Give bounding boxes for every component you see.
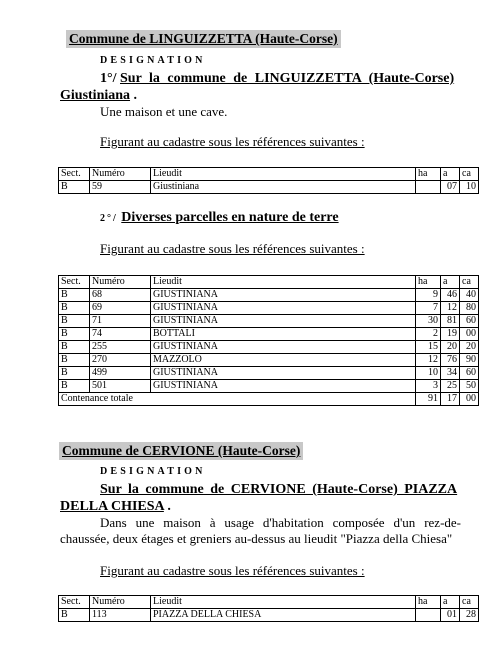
cell-numero: 59: [90, 181, 151, 194]
header-numero: Numéro: [90, 276, 151, 289]
cell-sect: B: [59, 367, 90, 380]
cell-lieudit: GIUSTINIANA: [151, 315, 416, 328]
cell-sect: B: [59, 181, 90, 194]
property-description: Une maison et une cave.: [100, 104, 228, 119]
header-ca: ca: [460, 276, 479, 289]
cell-numero: 499: [90, 367, 151, 380]
total-row: [59, 393, 479, 406]
cell-numero: 113: [90, 609, 151, 622]
cell-ca: 10: [460, 181, 479, 194]
cell-ha: 3: [416, 380, 441, 393]
cell-a: 34: [441, 367, 460, 380]
header-numero: Numéro: [90, 596, 151, 609]
table-row: [59, 302, 479, 315]
cell-sect: B: [59, 341, 90, 354]
cell-numero: 501: [90, 380, 151, 393]
cell-lieudit: GIUSTINIANA: [151, 367, 416, 380]
cell-numero: 71: [90, 315, 151, 328]
cell-a: 46: [441, 289, 460, 302]
commune-heading-linguizzetta: Commune de LINGUIZZETTA (Haute-Corse): [66, 30, 341, 48]
lieudit-name: DELLA CHIESA: [60, 499, 164, 514]
header-a: a: [441, 168, 460, 181]
cell-ca: 28: [460, 609, 479, 622]
cell-a: 20: [441, 341, 460, 354]
total-label: Contenance totale: [59, 393, 416, 406]
table-header-row: [59, 596, 479, 609]
table-row: [59, 354, 479, 367]
subsection-1-title-text: Sur la commune de LINGUIZZETTA (Haute-Corse): [120, 71, 455, 86]
total-a: 17: [441, 393, 460, 406]
cell-sect: B: [59, 289, 90, 302]
cell-ca: 50: [460, 380, 479, 393]
cell-sect: B: [59, 328, 90, 341]
header-a: a: [441, 596, 460, 609]
header-sect: Sect.: [59, 596, 90, 609]
cell-ca: 60: [460, 315, 479, 328]
cell-ha: [416, 609, 441, 622]
table-header-row: [59, 168, 479, 181]
cell-lieudit: BOTTALI: [151, 328, 416, 341]
cell-ha: 9: [416, 289, 441, 302]
cell-numero: 68: [90, 289, 151, 302]
title-period: .: [167, 499, 171, 514]
property-description: Dans une maison à usage d'habitation composée d'un rez-de-chaussée, deux étages et greniers au-dessus au lieudit "Piazza della Chiesa": [60, 515, 461, 546]
total-ca: 00: [460, 393, 479, 406]
cell-sect: B: [59, 315, 90, 328]
cell-sect: B: [59, 354, 90, 367]
cell-lieudit: GIUSTINIANA: [151, 380, 416, 393]
cell-ha: 15: [416, 341, 441, 354]
commune-heading-cervione: Commune de CERVIONE (Haute-Corse): [59, 442, 303, 460]
cell-ha: 12: [416, 354, 441, 367]
cell-numero: 74: [90, 328, 151, 341]
table-row: [59, 367, 479, 380]
subsection-2-number: 2°/: [100, 213, 118, 224]
table-row: [59, 315, 479, 328]
cell-ca: 00: [460, 328, 479, 341]
figurant-cadastre-1: Figurant au cadastre sous les références suivantes :: [100, 134, 365, 149]
table-header-row: [59, 276, 479, 289]
cell-lieudit: GIUSTINIANA: [151, 302, 416, 315]
cell-sect: B: [59, 302, 90, 315]
figurant-cadastre-3: Figurant au cadastre sous les références suivantes :: [100, 563, 365, 578]
header-lieudit: Lieudit: [151, 596, 416, 609]
designation-label: DESIGNATION: [100, 466, 206, 477]
cell-ha: 7: [416, 302, 441, 315]
table-row: [59, 181, 479, 194]
header-ha: ha: [416, 596, 441, 609]
cadastre-table-2: [58, 275, 479, 406]
cell-a: 07: [441, 181, 460, 194]
designation-label: DESIGNATION: [100, 55, 206, 66]
header-ca: ca: [460, 168, 479, 181]
cadastre-table-3: [58, 595, 479, 622]
table-row: [59, 328, 479, 341]
header-lieudit: Lieudit: [151, 168, 416, 181]
cell-numero: 255: [90, 341, 151, 354]
subsection-1-title: [100, 71, 461, 87]
header-sect: Sect.: [59, 168, 90, 181]
table-row: [59, 609, 479, 622]
cell-ca: 60: [460, 367, 479, 380]
header-ha: ha: [416, 276, 441, 289]
cell-lieudit: MAZZOLO: [151, 354, 416, 367]
cell-lieudit: Giustiniana: [151, 181, 416, 194]
header-numero: Numéro: [90, 168, 151, 181]
subsection-1-title-line2: [60, 88, 137, 104]
cell-ca: 80: [460, 302, 479, 315]
header-a: a: [441, 276, 460, 289]
cell-ca: 20: [460, 341, 479, 354]
cell-ca: 40: [460, 289, 479, 302]
cell-a: 12: [441, 302, 460, 315]
subsection-2-title-text: Diverses parcelles en nature de terre: [121, 210, 339, 225]
cell-lieudit: GIUSTINIANA: [151, 289, 416, 302]
cell-numero: 270: [90, 354, 151, 367]
total-ha: 91: [416, 393, 441, 406]
section-2-title: [100, 482, 461, 498]
cadastre-table-1: [58, 167, 479, 194]
section-2-title-line2: [60, 499, 171, 515]
subsection-1-number: 1°/: [100, 71, 117, 86]
cell-a: 19: [441, 328, 460, 341]
header-sect: Sect.: [59, 276, 90, 289]
cell-ha: [416, 181, 441, 194]
cell-numero: 69: [90, 302, 151, 315]
cell-a: 81: [441, 315, 460, 328]
cell-ha: 10: [416, 367, 441, 380]
cell-ca: 90: [460, 354, 479, 367]
table-row: [59, 380, 479, 393]
subsection-2-title: [100, 210, 339, 226]
lieudit-name: Giustiniana: [60, 88, 131, 103]
cell-ha: 30: [416, 315, 441, 328]
table-row: [59, 341, 479, 354]
section-2-title-text: Sur la commune de CERVIONE (Haute-Corse) PIAZZA: [100, 482, 458, 497]
header-lieudit: Lieudit: [151, 276, 416, 289]
parcels-body: [59, 289, 479, 393]
cell-sect: B: [59, 380, 90, 393]
cell-a: 76: [441, 354, 460, 367]
header-ha: ha: [416, 168, 441, 181]
title-period: .: [133, 88, 138, 103]
header-ca: ca: [460, 596, 479, 609]
cell-lieudit: GIUSTINIANA: [151, 341, 416, 354]
cell-ha: 2: [416, 328, 441, 341]
cell-lieudit: PIAZZA DELLA CHIESA: [151, 609, 416, 622]
cell-sect: B: [59, 609, 90, 622]
table-row: [59, 289, 479, 302]
cell-a: 01: [441, 609, 460, 622]
figurant-cadastre-2: Figurant au cadastre sous les références suivantes :: [100, 241, 365, 256]
cell-a: 25: [441, 380, 460, 393]
